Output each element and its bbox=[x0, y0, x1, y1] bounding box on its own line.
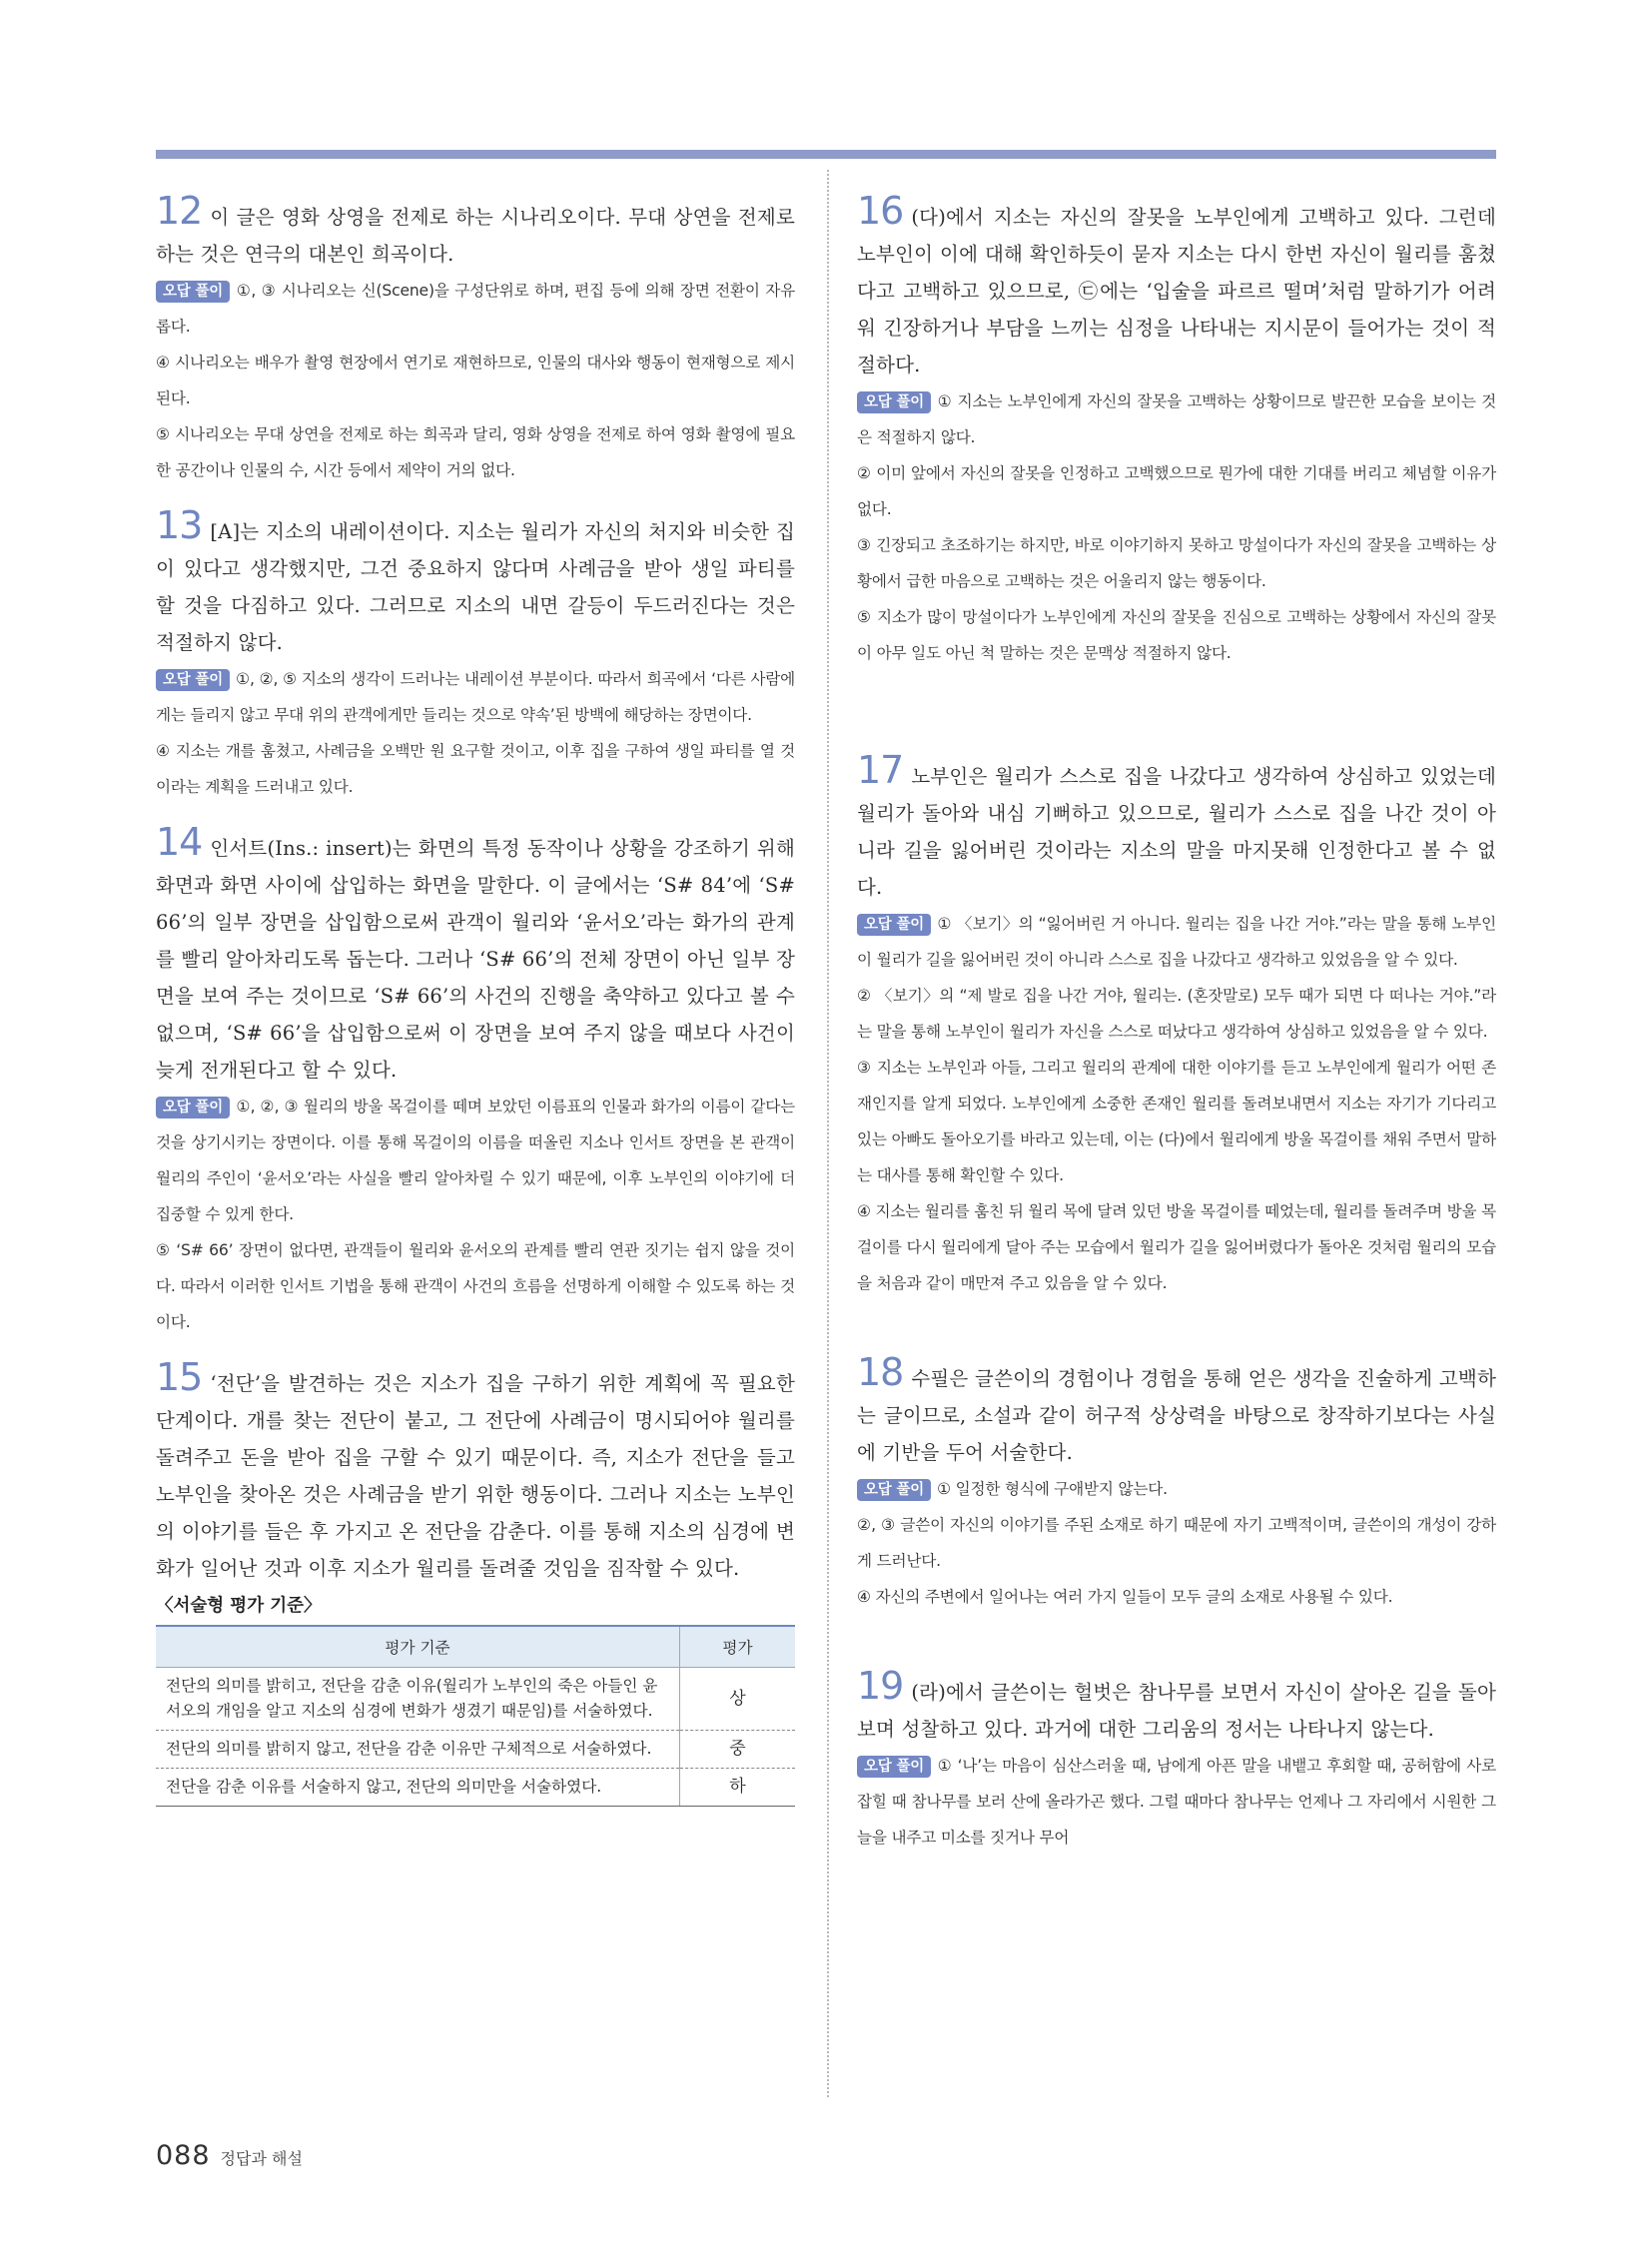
top-color-bar bbox=[156, 150, 1496, 159]
answer-text: (라)에서 글쓴이는 헐벗은 참나무를 보면서 자신이 살아온 길을 돌아보며 성찰하고 있다. 과거에 대한 그리움의 정서는 나타나지 않는다. bbox=[857, 1681, 1496, 1741]
question-16 bbox=[857, 189, 1496, 671]
page-number: 088 bbox=[156, 2140, 211, 2171]
question-18 bbox=[857, 1350, 1496, 1615]
wrong-answer-badge: 오답 풀이 bbox=[156, 281, 230, 303]
explanation-line: ② 이미 앞에서 자신의 잘못을 인정하고 고백했으므로 뭔가에 대한 기대를 버리고 체념할 이유가 없다. bbox=[857, 464, 1496, 518]
rubric-table bbox=[156, 1625, 795, 1807]
table-row bbox=[156, 1668, 795, 1731]
question-13 bbox=[156, 503, 795, 805]
explanation-line: ⑤ 시나리오는 무대 상연을 전제로 하는 희곡과 달리, 영화 상영을 전제로 하여 영화 촬영에 필요한 공간이나 인물의 수, 시간 등에서 제약이 거의 없다. bbox=[156, 425, 795, 479]
question-number: 19 bbox=[857, 1664, 904, 1708]
explanation-line: ⑤ ‘S# 66’ 장면이 없다면, 관객들이 월리와 윤서오의 관계를 빨리 연관 짓기는 쉽지 않을 것이다. 따라서 이러한 인서트 기법을 통해 관객이 사건의 흐름을 선명하게 이해할 수 있도록 하는 것이다. bbox=[156, 1241, 795, 1331]
right-column bbox=[857, 189, 1496, 1877]
explanation-line: ② 〈보기〉의 “제 발로 집을 나간 거야, 월리는. (혼잣말로) 모두 때가 되면 다 떠나는 거야.”라는 말을 통해 노부인이 월리가 자신을 스스로 떠났다고 생각하여 상심하고 있었음을 알 수 있다. bbox=[857, 987, 1496, 1041]
question-number: 13 bbox=[156, 503, 203, 547]
column-divider bbox=[827, 170, 829, 2097]
question-19 bbox=[857, 1664, 1496, 1856]
explanation-line: ④ 시나리오는 배우가 촬영 현장에서 연기로 재현하므로, 인물의 대사와 행동이 현재형으로 제시된다. bbox=[156, 354, 795, 407]
answer-text: [A]는 지소의 내레이션이다. 지소는 월리가 자신의 처지와 비슷한 집이 있다고 생각했지만, 그건 중요하지 않다며 사례금을 받아 생일 파티를 할 것을 다짐하고 있다. 그러므로 지소의 내면 갈등이 두드러진다는 것은 적절하지 않다. bbox=[156, 520, 795, 654]
explanation-line: ③ 긴장되고 초조하기는 하지만, 바로 이야기하지 못하고 망설이다가 자신의 잘못을 고백하는 상황에서 급한 마음으로 고백하는 것은 어울리지 않는 행동이다. bbox=[857, 536, 1496, 590]
explanation-line: ① 지소는 노부인에게 자신의 잘못을 고백하는 상황이므로 발끈한 모습을 보이는 것은 적절하지 않다. bbox=[857, 392, 1496, 446]
explanation-line: ④ 지소는 월리를 훔친 뒤 월리 목에 달려 있던 방울 목걸이를 떼었는데, 월리를 돌려주며 방울 목걸이를 다시 월리에게 달아 주는 모습에서 월리가 길을 잃어버렸다가 돌아온 것처럼 월리의 모습을 처음과 같이 매만져 주고 있음을 알 수 있다. bbox=[857, 1202, 1496, 1292]
wrong-answer-badge: 오답 풀이 bbox=[857, 391, 931, 413]
wrong-answer-badge: 오답 풀이 bbox=[156, 669, 230, 691]
answer-text: 수필은 글쓴이의 경험이나 경험을 통해 얻은 생각을 진술하게 고백하는 글이므로, 소설과 같이 허구적 상상력을 바탕으로 창작하기보다는 사실에 기반을 두어 서술한다. bbox=[857, 1367, 1496, 1464]
explanation-line: ①, ②, ③ 월리의 방울 목걸이를 떼며 보았던 이름표의 인물과 화가의 이름이 같다는 것을 상기시키는 장면이다. 이를 통해 목걸이의 이름을 떠올린 지소나 인서트 장면을 본 관객이 월리의 주인이 ‘윤서오’라는 사실을 빨리 알아차릴 수 있기 때문에, 이후 노부인의 이야기에 더 집중할 수 있게 한다. bbox=[156, 1098, 795, 1223]
rubric-grade: 중 bbox=[680, 1731, 796, 1769]
wrong-answer-badge: 오답 풀이 bbox=[156, 1097, 230, 1119]
question-number: 16 bbox=[857, 189, 904, 233]
rubric-header-criterion: 평가 기준 bbox=[156, 1626, 680, 1668]
rubric-criterion: 전단의 의미를 밝히지 않고, 전단을 감춘 이유만 구체적으로 서술하였다. bbox=[156, 1731, 680, 1769]
answer-text: 노부인은 월리가 스스로 집을 나갔다고 생각하여 상심하고 있었는데 월리가 돌아와 내심 기뻐하고 있으므로, 월리가 스스로 집을 나간 것이 아니라 길을 잃어버린 것이라는 지소의 말을 마지못해 인정한다고 볼 수 없다. bbox=[857, 765, 1496, 899]
answer-text: ‘전단’을 발견하는 것은 지소가 집을 구하기 위한 계획에 꼭 필요한 단계이다. 개를 찾는 전단이 붙고, 그 전단에 사례금이 명시되어야 월리를 돌려주고 돈을 받아 집을 구할 수 있기 때문이다. 즉, 지소가 전단을 들고 노부인을 찾아온 것은 사례금을 받기 위한 행동이다. 그러나 지소는 노부인의 이야기를 들은 후 가지고 온 전단을 감춘다. 이를 통해 지소의 심경에 변화가 일어난 것과 이후 지소가 월리를 돌려줄 것임을 짐작할 수 있다. bbox=[156, 1372, 795, 1580]
question-number: 17 bbox=[857, 748, 904, 792]
rubric-header-grade: 평가 bbox=[680, 1626, 796, 1668]
question-number: 15 bbox=[156, 1355, 203, 1399]
explanation-line: ⑤ 지소가 많이 망설이다가 노부인에게 자신의 잘못을 진심으로 고백하는 상황에서 자신의 잘못이 아무 일도 아닌 척 말하는 것은 문맥상 적절하지 않다. bbox=[857, 608, 1496, 662]
question-15 bbox=[156, 1355, 795, 1807]
rubric-grade: 상 bbox=[680, 1668, 796, 1731]
answer-text: 이 글은 영화 상영을 전제로 하는 시나리오이다. 무대 상연을 전제로 하는 것은 연극의 대본인 희곡이다. bbox=[156, 206, 795, 266]
explanation-line: ④ 지소는 개를 훔쳤고, 사례금을 오백만 원 요구할 것이고, 이후 집을 구하여 생일 파티를 열 것이라는 계획을 드러내고 있다. bbox=[156, 742, 795, 796]
rubric-criterion: 전단의 의미를 밝히고, 전단을 감춘 이유(월리가 노부인의 죽은 아들인 윤서오의 개임을 알고 지소의 심경에 변화가 생겼기 때문임)를 서술하였다. bbox=[156, 1668, 680, 1731]
question-number: 12 bbox=[156, 189, 203, 233]
rubric-header-row bbox=[156, 1626, 795, 1668]
wrong-answer-badge: 오답 풀이 bbox=[857, 914, 931, 936]
question-number: 18 bbox=[857, 1350, 904, 1394]
rubric-grade: 하 bbox=[680, 1769, 796, 1807]
explanation-line: ① ‘나’는 마음이 심산스러울 때, 남에게 아픈 말을 내뱉고 후회할 때, 공허함에 사로잡힐 때 참나무를 보러 산에 올라가곤 했다. 그럴 때마다 참나무는 언제나 그 자리에서 시원한 그늘을 내주고 미소를 짓거나 무어 bbox=[857, 1757, 1496, 1847]
explanation-line: ②, ③ 글쓴이 자신의 이야기를 주된 소재로 하기 때문에 자기 고백적이며, 글쓴이의 개성이 강하게 드러난다. bbox=[857, 1516, 1496, 1570]
page-footer bbox=[156, 2140, 303, 2171]
left-column bbox=[156, 189, 795, 1829]
table-row bbox=[156, 1731, 795, 1769]
answer-text: 인서트(Ins.: insert)는 화면의 특정 동작이나 상황을 강조하기 위해 화면과 화면 사이에 삽입하는 화면을 말한다. 이 글에서는 ‘S# 84’에 ‘S# 66’의 일부 장면을 삽입함으로써 관객이 월리와 ‘윤서오’라는 화가의 관계를 빨리 알아차리도록 돕는다. 그러나 ‘S# 66’의 전체 장면이 아닌 일부 장면을 보여 주는 것이므로 ‘S# 66’의 사건의 진행을 축약하고 있다고 볼 수 없으며, ‘S# 66’을 삽입함으로써 이 장면을 보여 주지 않을 때보다 사건이 늦게 전개된다고 할 수 있다. bbox=[156, 837, 795, 1082]
question-17 bbox=[857, 748, 1496, 1301]
question-14 bbox=[156, 820, 795, 1340]
wrong-answer-badge: 오답 풀이 bbox=[857, 1479, 931, 1501]
question-number: 14 bbox=[156, 820, 203, 864]
explanation-line: ① 〈보기〉의 “잃어버린 거 아니다. 월리는 집을 나간 거야.”라는 말을 통해 노부인이 월리가 길을 잃어버린 것이 아니라 스스로 집을 나갔다고 생각하고 있었음을 알 수 있다. bbox=[857, 915, 1496, 969]
page-label: 정답과 해설 bbox=[220, 2149, 303, 2168]
answer-text: (다)에서 지소는 자신의 잘못을 노부인에게 고백하고 있다. 그런데 노부인이 이에 대해 확인하듯이 묻자 지소는 다시 한번 자신이 월리를 훔쳤다고 고백하고 있으므로, ㉢에는 ‘입술을 파르르 떨며’처럼 말하기가 어려워 긴장하거나 부담을 느끼는 심정을 나타내는 지시문이 들어가는 것이 적절하다. bbox=[857, 206, 1496, 376]
rubric-criterion: 전단을 감춘 이유를 서술하지 않고, 전단의 의미만을 서술하였다. bbox=[156, 1769, 680, 1807]
explanation-line: ① 일정한 형식에 구애받지 않는다. bbox=[937, 1480, 1168, 1498]
question-12 bbox=[156, 189, 795, 488]
explanation-line: ①, ③ 시나리오는 신(Scene)을 구성단위로 하며, 편집 등에 의해 장면 전환이 자유롭다. bbox=[156, 282, 795, 336]
table-row bbox=[156, 1769, 795, 1807]
wrong-answer-badge: 오답 풀이 bbox=[857, 1756, 931, 1778]
explanation-line: ③ 지소는 노부인과 아들, 그리고 월리의 관계에 대한 이야기를 듣고 노부인에게 월리가 어떤 존재인지를 알게 되었다. 노부인에게 소중한 존재인 월리를 돌려보내면서 지소는 자기가 기다리고 있는 아빠도 돌아오기를 바라고 있는데, 이는 (다)에서 월리에게 방울 목걸이를 채워 주면서 말하는 대사를 통해 확인할 수 있다. bbox=[857, 1059, 1496, 1184]
rubric-title: 〈서술형 평가 기준〉 bbox=[156, 1596, 322, 1616]
explanation-line: ④ 자신의 주변에서 일어나는 여러 가지 일들이 모두 글의 소재로 사용될 수 있다. bbox=[857, 1588, 1393, 1606]
explanation-line: ①, ②, ⑤ 지소의 생각이 드러나는 내레이션 부분이다. 따라서 희곡에서 ‘다른 사람에게는 들리지 않고 무대 위의 관객에게만 들리는 것으로 약속’된 방백에 해당하는 장면이다. bbox=[156, 670, 795, 724]
